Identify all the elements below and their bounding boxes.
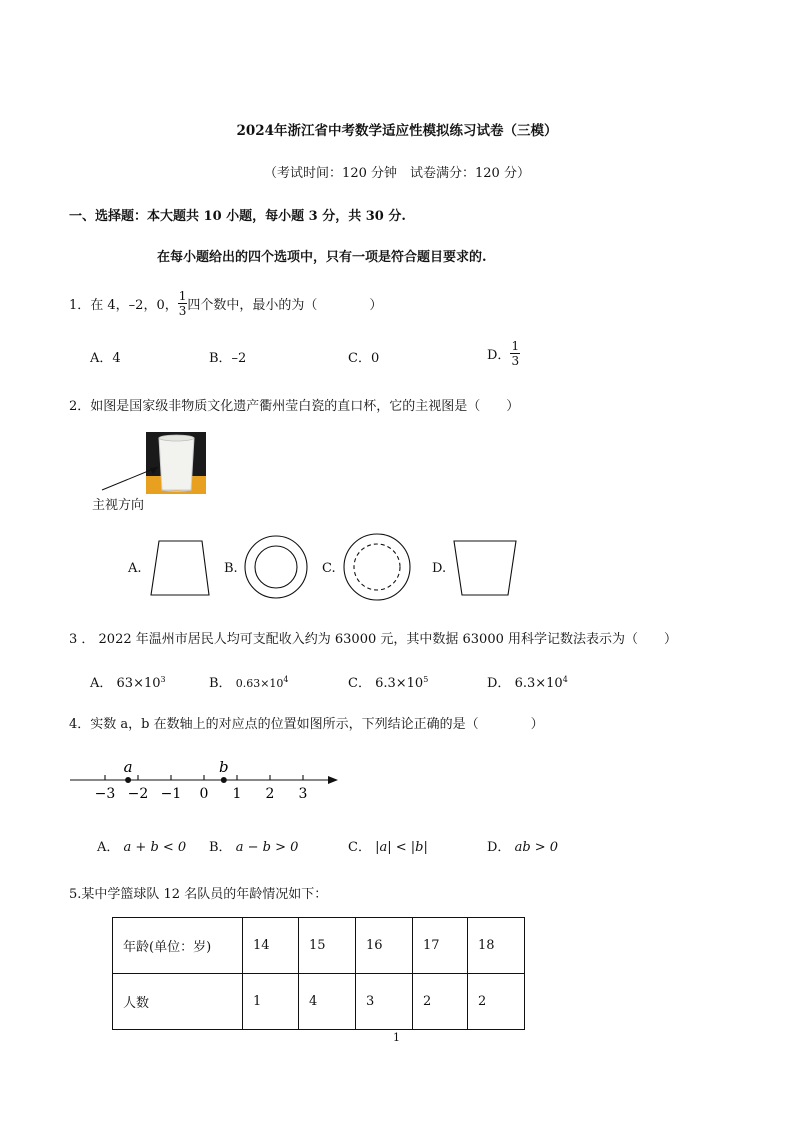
q3-option-b-label: B． xyxy=(209,676,232,691)
number-line-tick-label: 0 xyxy=(199,786,209,802)
table-header-cell: 年龄(单位：岁) xyxy=(113,918,243,974)
q3-option-a xyxy=(90,672,166,691)
q4-option-a xyxy=(97,836,186,855)
fraction-one-third xyxy=(178,290,188,317)
table-row xyxy=(113,974,525,1030)
q3-option-d-label: D． xyxy=(487,676,511,691)
point-a-marker xyxy=(125,777,131,783)
q1-option-c: C．0 xyxy=(348,351,380,366)
question-2: 2．如图是国家级非物质文化遗产衢州莹白瓷的直口杯，它的主视图是（ ） xyxy=(69,399,520,414)
table-cell: 15 xyxy=(299,918,356,974)
q4-option-b-label: B． xyxy=(209,840,232,855)
table-cell: 3 xyxy=(356,974,413,1030)
table-cell: 14 xyxy=(243,918,299,974)
q3-option-b-exponent: 4 xyxy=(283,675,289,684)
q3-option-d-value: 6.3×10 xyxy=(514,676,563,691)
q4-option-a-label: A． xyxy=(97,840,120,855)
q4-option-c-expr: |a| < |b| xyxy=(375,840,428,855)
table-cell: 2 xyxy=(413,974,468,1030)
point-b-marker xyxy=(221,777,227,783)
q4-option-c xyxy=(348,836,428,855)
question-1-prefix: 1．在 4，–2，0， xyxy=(69,298,178,313)
page-title: 2024年浙江省中考数学适应性模拟练习试卷（三模） xyxy=(236,123,558,139)
number-line-tick-label: −1 xyxy=(160,786,182,802)
page-subtitle: （考试时间：120 分钟 试卷满分：120 分） xyxy=(264,166,530,181)
table-header-cell: 人数 xyxy=(113,974,243,1030)
table-cell: 4 xyxy=(299,974,356,1030)
q4-option-b-expr: a − b > 0 xyxy=(235,840,299,855)
number-line-arrowhead xyxy=(328,776,338,784)
q3-option-b-value: 0.63×10 xyxy=(235,677,284,690)
table-cell: 1 xyxy=(243,974,299,1030)
question-3: 3 ． 2022 年温州市居民人均可支配收入约为 63000 元，其中数据 63000 用科学记数法表示为（ ） xyxy=(69,632,677,647)
q3-option-a-label: A． xyxy=(90,676,113,691)
question-1-suffix: 四个数中，最小的为（ ） xyxy=(187,298,383,313)
q2-option-b-label: B. xyxy=(224,561,238,576)
q1-option-a: A．4 xyxy=(90,351,121,366)
q2-option-c-label: C. xyxy=(322,561,336,576)
fraction-numerator: 1 xyxy=(178,289,187,303)
fraction-denominator: 3 xyxy=(178,304,187,318)
section-heading: 一、选择题：本大题共 10 小题，每小题 3 分，共 30 分. xyxy=(69,209,406,224)
question-5: 5.某中学篮球队 12 名队员的年龄情况如下： xyxy=(69,887,328,902)
number-line-tick-label: 3 xyxy=(298,786,308,802)
q3-option-d-exponent: 4 xyxy=(562,675,568,684)
q3-option-b xyxy=(209,672,289,691)
page-number: 1 xyxy=(393,1031,400,1044)
trapezoid-wide-top-figure xyxy=(450,539,520,601)
q3-option-d xyxy=(487,672,568,691)
age-table xyxy=(112,917,525,1030)
point-a-label: a xyxy=(123,758,133,776)
fraction-one-third xyxy=(510,340,520,367)
question-4: 4．实数 a，b 在数轴上的对应点的位置如图所示，下列结论正确的是（ ） xyxy=(69,717,544,732)
concentric-circles-figure xyxy=(240,531,312,603)
q1-option-d-label: D． xyxy=(487,348,511,363)
q4-option-d-label: D． xyxy=(487,840,511,855)
number-line-tick-label: 2 xyxy=(265,786,275,802)
q3-option-a-exponent: 3 xyxy=(160,675,166,684)
q4-option-d xyxy=(487,836,558,855)
section-instruction: 在每小题给出的四个选项中，只有一项是符合题目要求的. xyxy=(157,250,487,265)
q4-option-c-label: C． xyxy=(348,840,371,855)
q2-option-d-label: D. xyxy=(432,561,447,576)
circle-dashed-inner-figure xyxy=(339,529,415,605)
number-line-tick-label: 1 xyxy=(232,786,242,802)
number-line-tick-label: −3 xyxy=(94,786,116,802)
view-direction-arrow xyxy=(100,464,170,494)
q3-option-a-value: 63×10 xyxy=(116,676,161,691)
q4-option-b xyxy=(209,836,298,855)
q1-option-d xyxy=(487,340,520,367)
q3-option-c xyxy=(348,672,428,691)
fraction-denominator: 3 xyxy=(511,354,520,368)
table-cell: 18 xyxy=(468,918,525,974)
q1-option-b: B．–2 xyxy=(209,351,247,366)
trapezoid-narrow-top-figure xyxy=(146,539,216,601)
q3-option-c-exponent: 5 xyxy=(423,675,429,684)
table-row xyxy=(113,918,525,974)
table-cell: 2 xyxy=(468,974,525,1030)
fraction-numerator: 1 xyxy=(511,339,520,353)
table-cell: 16 xyxy=(356,918,413,974)
q3-option-c-value: 6.3×10 xyxy=(375,676,424,691)
q2-option-a-label: A. xyxy=(128,561,142,576)
number-line-figure xyxy=(70,758,360,808)
q3-option-c-label: C． xyxy=(348,676,371,691)
view-direction-label: 主视方向 xyxy=(92,498,145,513)
q4-option-d-expr: ab > 0 xyxy=(514,840,559,855)
table-cell: 17 xyxy=(413,918,468,974)
number-line-tick-label: −2 xyxy=(127,786,149,802)
question-1 xyxy=(69,290,382,317)
point-b-label: b xyxy=(218,758,229,776)
q4-option-a-expr: a + b < 0 xyxy=(123,840,187,855)
